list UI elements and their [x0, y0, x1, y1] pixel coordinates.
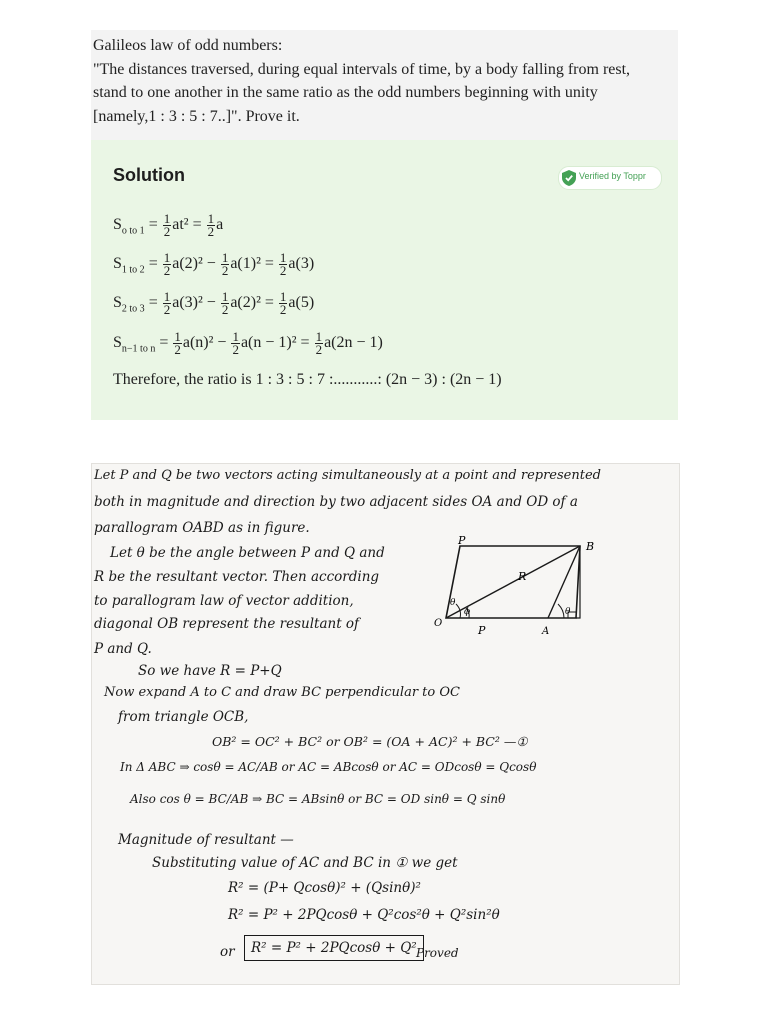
eq4-term2: a(n − 1)²	[240, 334, 297, 352]
side-ab	[548, 546, 580, 618]
label-p-top: P	[458, 534, 466, 547]
question-line-1: Galileos law of odd numbers:	[93, 37, 283, 54]
eq2-sub: 1 to 2	[121, 264, 145, 276]
hw-boxed-result: R² = P² + 2PQcosθ + Q²	[244, 935, 424, 961]
eq2-term2: a(1)²	[230, 255, 261, 273]
hw-line-8: P and Q.	[94, 641, 152, 657]
ratio-statement: Therefore, the ratio is 1 : 3 : 5 : 7 :...........: (2n − 3) : (2n − 1)	[113, 371, 502, 388]
hw-line-17: R² = (P+ Qcosθ)² + (Qsinθ)²	[228, 880, 421, 896]
hw-line-16: Substituting value of AC and BC in ① we get	[152, 855, 458, 871]
question-line-3: stand to one another in the same ratio as the odd numbers beginning with unity	[93, 84, 598, 101]
fraction: $\frac{1}{2}$	[163, 289, 171, 317]
hw-line-6: to parallogram law of vector addition,	[94, 593, 354, 609]
hw-line-1: Let P and Q be two vectors acting simultaneously at a point and represented	[94, 468, 601, 483]
label-b: B	[586, 540, 595, 553]
label-a: A	[542, 626, 550, 637]
angle-arc-theta2	[558, 604, 564, 618]
hw-line-12: OB² = OC² + BC² or OB² = (OA + AC)² + BC² —①	[212, 734, 528, 749]
hw-line-2: both in magnitude and direction by two adjacent sides OA and OD of a	[94, 494, 578, 510]
fraction: $\frac{1}{2}$	[207, 211, 215, 239]
eq4-sub: n−1 to n	[121, 343, 156, 355]
hw-proved: Proved	[416, 946, 459, 960]
eq1-sub: o to 1	[121, 225, 145, 237]
fraction: $\frac{1}{2}$	[163, 250, 171, 278]
eq2-term3: a(3)	[288, 255, 315, 273]
fraction: $\frac{1}{2}$	[279, 250, 287, 278]
eq3-term3: a(5)	[288, 294, 315, 312]
equation-1: $S_{o to 1}$ = $\frac{1}{2}$ at² = $\frac{1}{2}$ a	[113, 211, 224, 239]
eq2-term1: a(2)²	[172, 255, 203, 273]
eq4-term1: a(n)²	[182, 334, 214, 352]
label-r: R	[518, 570, 527, 583]
question-line-4: [namely,1 : 3 : 5 : 7..]". Prove it.	[93, 107, 300, 125]
hw-line-9: So we have R = P+Q	[138, 663, 282, 679]
hw-line-15: Magnitude of resultant —	[118, 832, 294, 848]
eq4-s: S	[113, 334, 122, 352]
hw-line-3: parallogram OABD as in figure.	[94, 520, 310, 536]
label-theta: θ	[450, 598, 456, 608]
equation-4: $S_{n-1 to n}$ = $\frac{1}{2}$ a(n)² − $\frac{1}{2}$ a(n − 1)² = $\frac{1}{2}$ a(2n − 1)	[113, 329, 383, 357]
hw-line-7: diagonal OB represent the resultant of	[94, 616, 360, 632]
hw-line-18: R² = P² + 2PQcosθ + Q²cos²θ + Q²sin²θ	[228, 907, 500, 923]
hw-line-11: from triangle OCB,	[118, 709, 249, 725]
verified-badge	[558, 166, 662, 190]
eq4-term3: a(2n − 1)	[324, 334, 383, 352]
verified-shield-icon	[562, 170, 576, 186]
solution-title: Solution	[113, 165, 185, 185]
hw-line-10: Now expand A to C and draw BC perpendicular to OC	[104, 685, 460, 700]
fraction: $\frac{1}{2}$	[221, 289, 229, 317]
eq1-term1: at²	[172, 216, 189, 234]
equation-2: $S_{1 to 2}$ = $\frac{1}{2}$ a(2)² − $\frac{1}{2}$ a(1)² = $\frac{1}{2}$ a(3)	[113, 250, 315, 278]
hw-line-5: R be the resultant vector. Then according	[94, 569, 380, 585]
fraction: $\frac{1}{2}$	[221, 250, 229, 278]
eq2-s: S	[113, 255, 122, 273]
verified-badge-label: Verified by Toppr	[579, 171, 646, 181]
fraction: $\frac{1}{2}$	[163, 211, 171, 239]
eq1-s: S	[113, 216, 122, 234]
label-theta2: θ	[565, 607, 571, 617]
hw-line-14: Also cos θ = BC/AB ⇒ BC = ABsinθ or BC = OD sinθ = Q sinθ	[130, 792, 506, 806]
eq3-s: S	[113, 294, 122, 312]
eq3-sub: 2 to 3	[121, 303, 145, 315]
question-line-2: "The distances traversed, during equal intervals of time, by a body falling from rest,	[93, 60, 631, 78]
hw-line-4: Let θ be the angle between P and Q and	[110, 545, 385, 561]
equation-3: $S_{2 to 3}$ = $\frac{1}{2}$ a(3)² − $\frac{1}{2}$ a(2)² = $\frac{1}{2}$ a(5)	[113, 289, 315, 317]
eq3-term2: a(2)²	[230, 294, 261, 312]
label-p-bottom: P	[478, 624, 486, 637]
question-text	[93, 34, 675, 128]
fraction: $\frac{1}{2}$	[232, 329, 239, 357]
fraction: $\frac{1}{2}$	[315, 329, 323, 357]
hw-line-19: or	[220, 944, 235, 960]
fraction: $\frac{1}{2}$	[174, 329, 181, 357]
label-phi: ϕ	[464, 607, 471, 617]
fraction: $\frac{1}{2}$	[279, 289, 287, 317]
hw-line-13: In Δ ABC ⇒ cosθ = AC/AB or AC = ABcosθ or AC = ODcosθ = Qcosθ	[120, 760, 537, 774]
eq3-term1: a(3)²	[172, 294, 203, 312]
eq1-term2: a	[216, 216, 224, 234]
parallelogram-figure	[418, 532, 618, 642]
label-o: O	[434, 618, 443, 629]
